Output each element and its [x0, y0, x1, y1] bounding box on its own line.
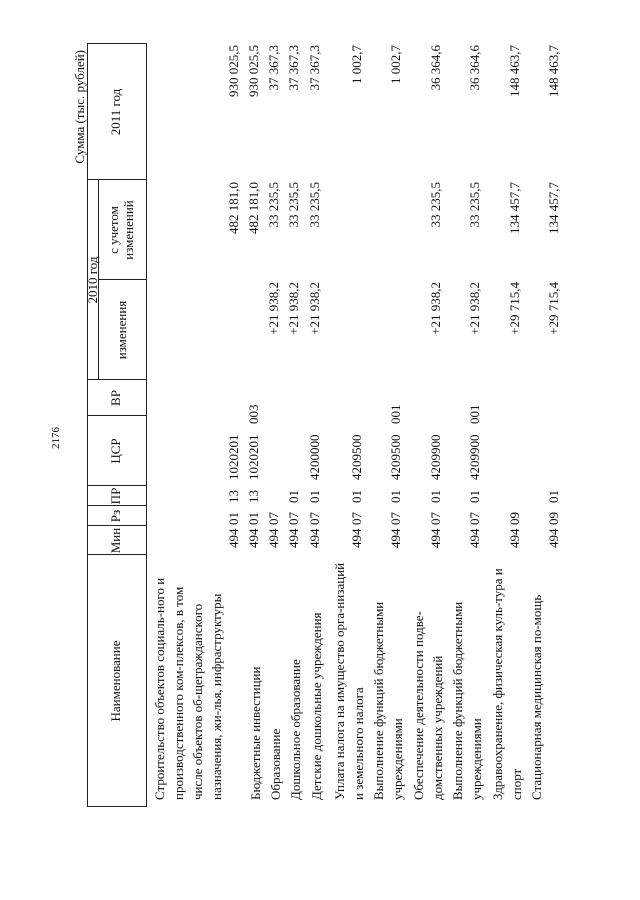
row-csr: 4209900 [428, 434, 443, 480]
row-name: Обеспечение деятельности подве-домственных учреждений [411, 611, 445, 800]
row-pr: 01 [467, 490, 482, 503]
row-pr: 01 [307, 490, 322, 503]
row-name: Здравоохранение, физическая куль-тура и спорт [490, 568, 524, 800]
row-2011: 37 367,3 [307, 45, 322, 91]
header-min: Мин [108, 527, 123, 554]
row-min: 494 [246, 528, 261, 548]
row-min: 494 [266, 528, 281, 548]
row-pr: 01 [388, 490, 403, 503]
header-year-2010: 2010 год [85, 256, 100, 304]
row-2011: 37 367,3 [286, 45, 301, 91]
row-csr: 4209500 [349, 434, 364, 480]
row-2011: 1 002,7 [349, 45, 364, 84]
row-rz: 07 [428, 512, 443, 525]
row-2011: 37 367,3 [266, 45, 281, 91]
row-rz: 09 [546, 512, 561, 525]
row-pr: 13 [246, 490, 261, 503]
row-min: 494 [546, 528, 561, 548]
header-changes: изменения [114, 300, 129, 360]
row-name: Детские дошкольные учреждения [309, 612, 324, 800]
row-rz: 07 [307, 512, 322, 525]
row-pr: 01 [428, 490, 443, 503]
row-with-changes: 33 235,5 [428, 182, 443, 228]
table-header-bottom-border [146, 44, 147, 807]
header-csr: ЦСР [108, 438, 123, 464]
units-label: Сумма (тыс. рублей) [72, 50, 87, 164]
row-with-changes: 482 181,0 [246, 182, 261, 234]
row-changes: +21 938,2 [266, 282, 281, 335]
row-2011: 930 025,5 [226, 45, 241, 97]
row-changes: +21 938,2 [286, 282, 301, 335]
header-with-changes-line1: с учетом [106, 206, 121, 254]
row-name: Выполнение функций бюджетными учреждениями [371, 601, 405, 800]
row-csr: 4209500 [388, 434, 403, 480]
row-with-changes: 33 235,5 [307, 182, 322, 228]
row-changes: +21 938,2 [428, 282, 443, 335]
row-min: 494 [388, 528, 403, 548]
row-min: 494 [507, 528, 522, 548]
row-2011: 1 002,7 [388, 45, 403, 84]
row-rz: 07 [388, 512, 403, 525]
row-rz: 01 [226, 512, 241, 525]
row-min: 494 [428, 528, 443, 548]
header-year-2011: 2011 год [108, 88, 123, 136]
page-number: 2176 [50, 427, 62, 449]
header-with-changes-line2: изменений [121, 200, 136, 260]
row-changes: +29 715,4 [546, 282, 561, 335]
row-name: Стационарная медицинская по-мощь [529, 594, 544, 800]
row-name: Строительство объектов социаль-ного и производственного ком-плексов, в том числе объектов об-щегражданского назначения, жи-лья, инфраструктуры [152, 577, 224, 800]
row-name: Уплата налога на имущество орга-низаций и земельного налога [332, 562, 366, 800]
row-2011: 930 025,5 [246, 45, 261, 97]
row-rz: 07 [266, 512, 281, 525]
row-csr: 4200000 [307, 434, 322, 480]
row-2011: 36 364,6 [428, 45, 443, 91]
row-rz: 09 [507, 512, 522, 525]
row-with-changes: 33 235,5 [266, 182, 281, 228]
row-name: Образование [268, 728, 283, 800]
row-min: 494 [307, 528, 322, 548]
header-pr: ПР [108, 487, 123, 505]
row-min: 494 [467, 528, 482, 548]
row-rz: 01 [246, 512, 261, 525]
row-min: 494 [349, 528, 364, 548]
row-changes: +29 715,4 [507, 282, 522, 335]
row-csr: 1020201 [246, 434, 261, 480]
header-vr: ВР [108, 390, 123, 406]
row-min: 494 [226, 528, 241, 548]
row-2011: 36 364,6 [467, 45, 482, 91]
table-top-border [87, 44, 88, 807]
row-name: Бюджетные инвестиции [248, 666, 263, 800]
row-rz: 07 [467, 512, 482, 525]
row-name: Выполнение функций бюджетными учреждениями [450, 601, 484, 800]
row-pr: 01 [546, 490, 561, 503]
row-vr: 001 [467, 404, 482, 424]
row-with-changes: 33 235,5 [286, 182, 301, 228]
row-vr: 001 [388, 404, 403, 424]
row-pr: 01 [286, 490, 301, 503]
row-pr: 01 [349, 490, 364, 503]
row-rz: 07 [349, 512, 364, 525]
row-with-changes: 33 235,5 [467, 182, 482, 228]
row-csr: 4209900 [467, 434, 482, 480]
row-min: 494 [286, 528, 301, 548]
row-with-changes: 134 457,7 [546, 182, 561, 234]
row-rz: 07 [286, 512, 301, 525]
row-changes: +21 938,2 [307, 282, 322, 335]
row-with-changes: 134 457,7 [507, 182, 522, 234]
row-pr: 13 [226, 490, 241, 503]
header-name: Наименование [108, 640, 123, 722]
row-2011: 148 463,7 [546, 45, 561, 97]
row-changes: +21 938,2 [467, 282, 482, 335]
row-vr: 003 [246, 404, 261, 424]
row-name: Дошкольное образование [288, 659, 303, 800]
row-with-changes: 482 181,0 [226, 182, 241, 234]
header-rz: Рз [108, 509, 123, 523]
row-2011: 148 463,7 [507, 45, 522, 97]
row-csr: 1020201 [226, 434, 241, 480]
